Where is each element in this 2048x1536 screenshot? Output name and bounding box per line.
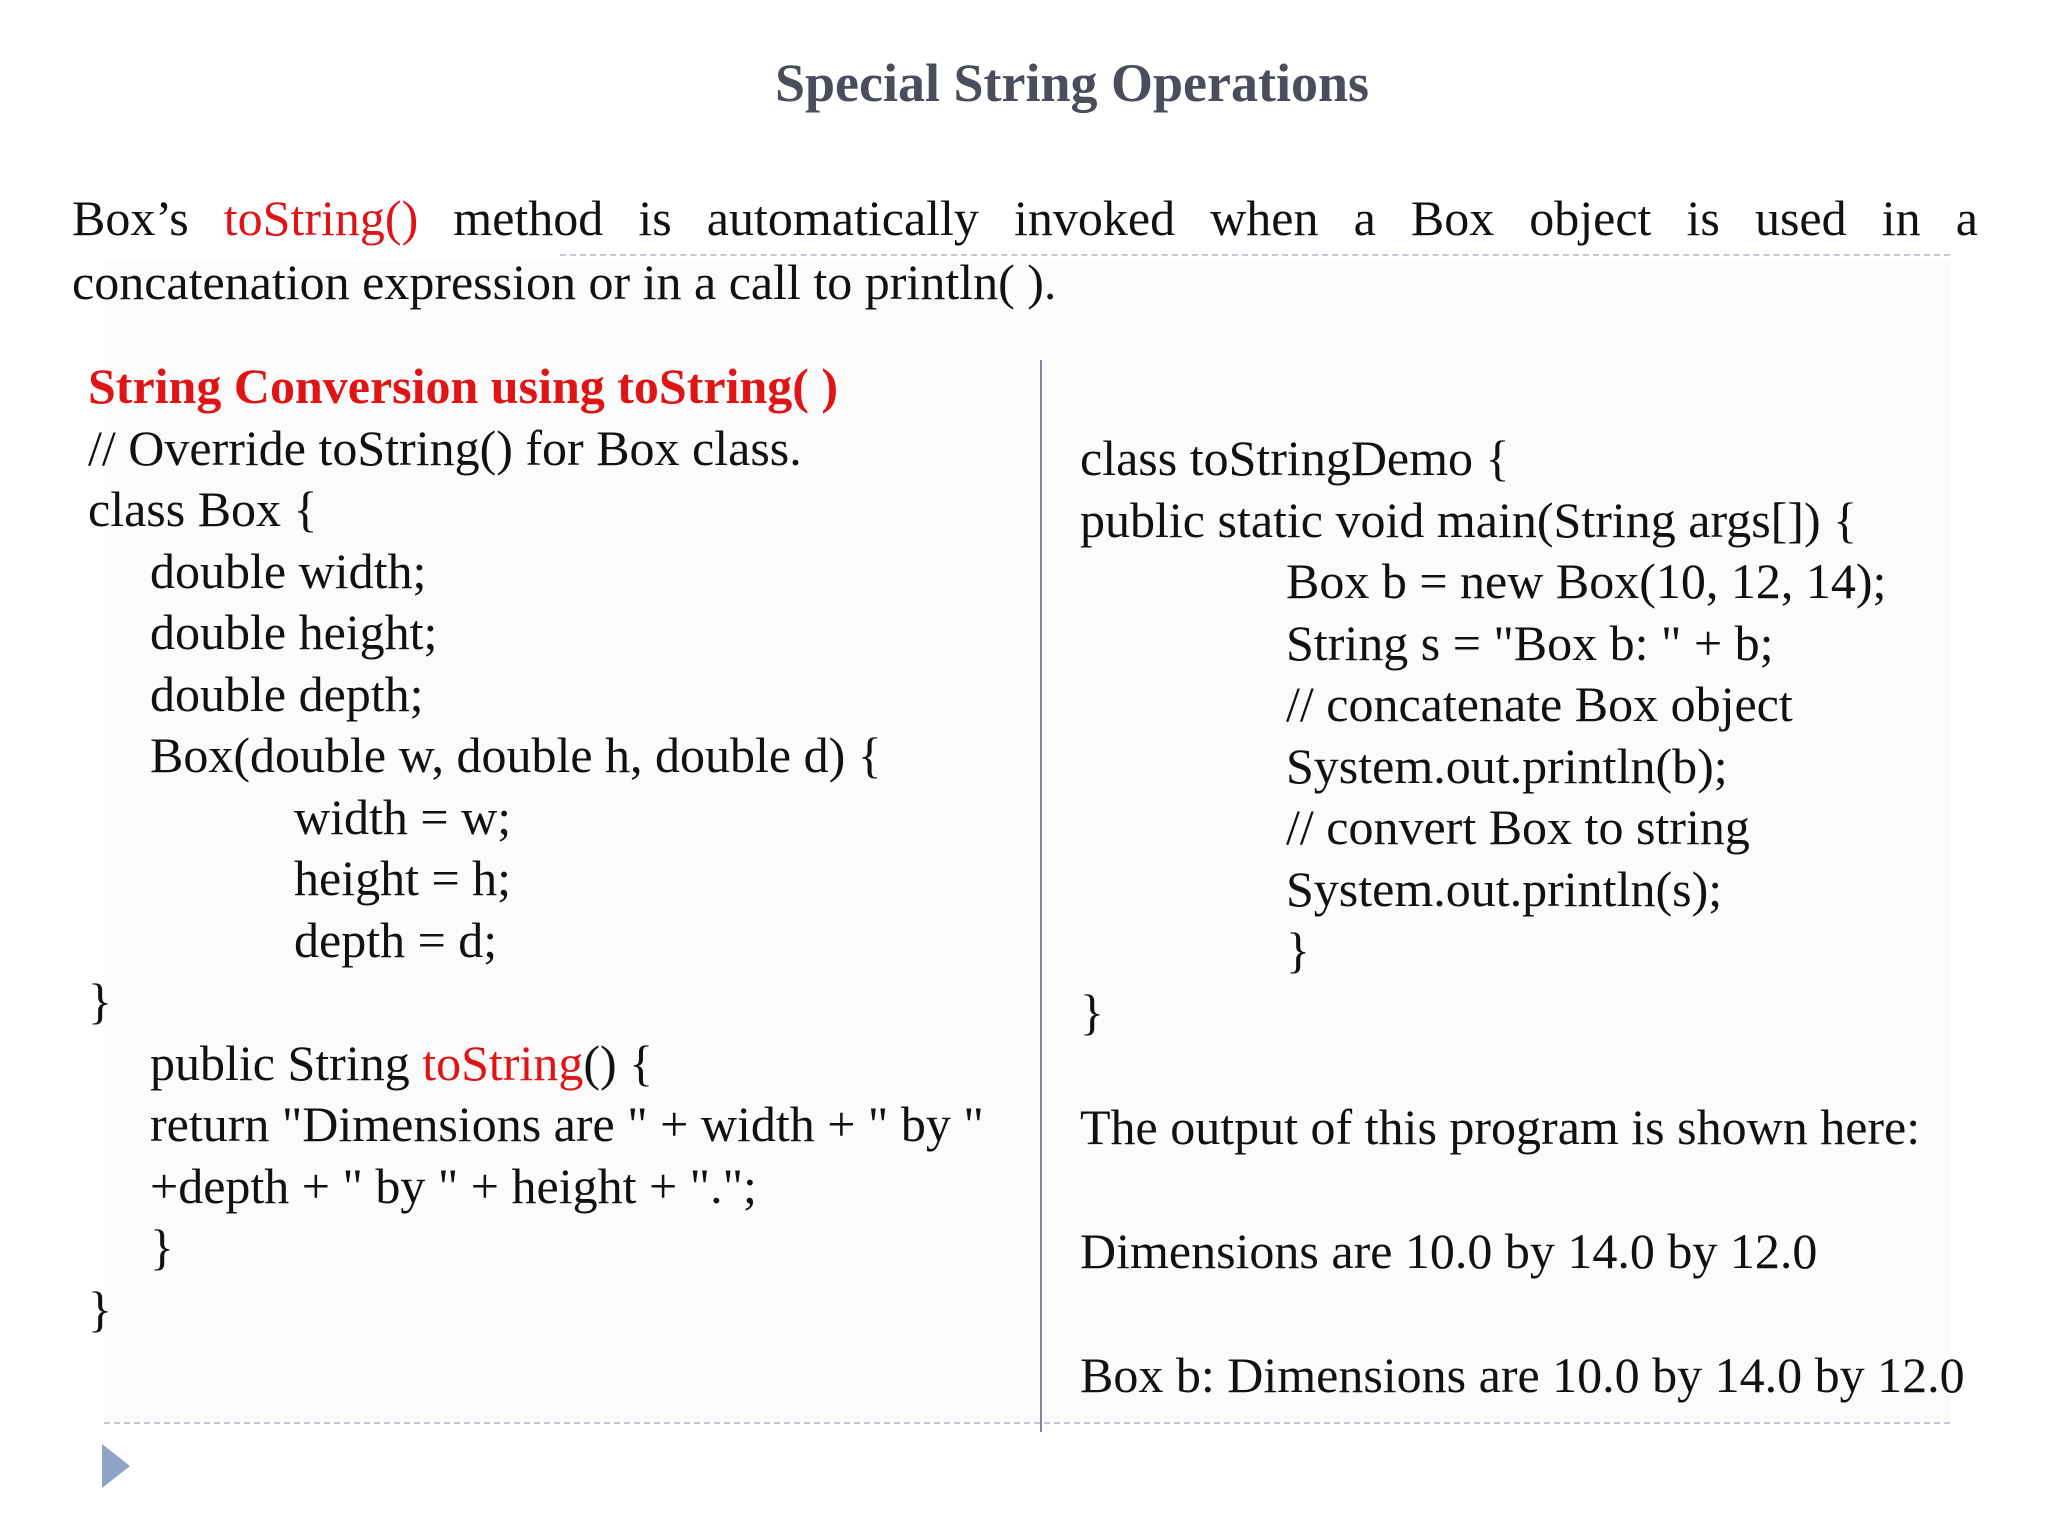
code-constructor-signature: Box(double w, double h, double d) { [150,727,882,783]
intro-word: automatically [706,190,979,246]
intro-word: a [1353,190,1376,246]
code-main-line: System.out.println(b); [1286,737,1728,794]
code-method-prefix: public String [150,1034,423,1091]
code-field: double height; [150,604,438,660]
code-method-name: toString [422,1034,584,1091]
code-class-decl: class toStringDemo { [1080,430,1510,486]
code-constructor-line: depth = d; [294,911,498,968]
code-method-signature [88,1033,1018,1095]
intro-word: method [453,190,604,246]
code-class-close: } [1080,983,1104,1040]
left-code-column [88,356,1018,1340]
top-dashed-divider [560,254,1950,256]
code-section-heading: String Conversion using toString( ) [88,358,839,414]
intro-word: invoked [1014,190,1176,246]
intro-word: in [1881,190,1921,246]
intro-word: is [1686,190,1720,246]
code-main-line: System.out.println(s); [1286,860,1723,917]
right-code-column [1080,428,2020,1043]
intro-word: Box’s [72,190,189,246]
intro-line-1 [72,186,1978,250]
slide-title: Special String Operations [774,53,1370,113]
code-constructor-line: height = h; [294,850,512,906]
code-field: double depth; [150,665,424,722]
code-return-line: +depth + " by " + height + "."; [150,1157,757,1214]
bottom-dashed-divider [104,1422,1950,1424]
intro-word: object [1529,190,1652,246]
column-divider [1040,360,1042,1432]
intro-word: is [638,190,672,246]
intro-line-2: concatenation expression or in a call to println( ). [72,254,1057,310]
output-line-2: Box b: Dimensions are 10.0 by 14.0 by 12.0 [1080,1347,1965,1403]
code-main-close: } [1286,922,1310,978]
code-class-close: } [88,1280,112,1337]
code-main-line: // concatenate Box object [1286,676,1793,732]
output-line-1: Dimensions are 10.0 by 14.0 by 12.0 [1080,1223,1818,1279]
code-main-signature: public static void main(String args[]) { [1080,491,1858,548]
code-method-suffix: () { [583,1034,654,1091]
intro-word: Box [1410,190,1495,246]
code-main-line: // convert Box to string [1286,799,1750,855]
intro-word-highlight: toString() [223,190,419,246]
code-constructor-close: } [88,973,112,1029]
code-class-decl: class Box { [88,481,318,537]
intro-paragraph [72,186,1978,314]
intro-word: when [1210,190,1319,246]
code-comment: // Override toString() for Box class. [88,419,802,476]
code-main-line: Box b = new Box(10, 12, 14); [1286,553,1887,609]
intro-word: used [1754,190,1847,246]
code-field: double width; [150,542,427,599]
bullet-arrow-icon [102,1444,130,1488]
code-constructor-line: width = w; [294,788,512,845]
output-label: The output of this program is shown here: [1080,1099,1921,1155]
code-return-line: return "Dimensions are " + width + " by " [150,1096,984,1152]
intro-word: a [1955,190,1978,246]
code-main-line: String s = "Box b: " + b; [1286,614,1774,671]
code-method-close: } [150,1219,174,1275]
